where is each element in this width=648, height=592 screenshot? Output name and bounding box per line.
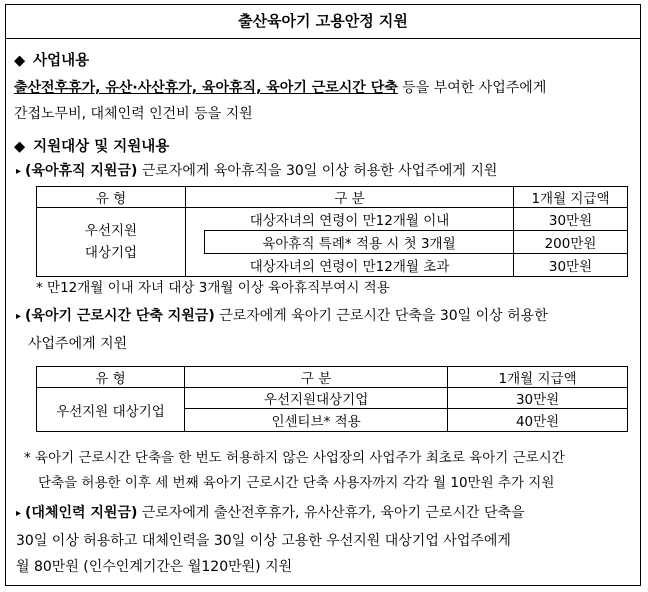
reduced-hours-line-1 <box>16 303 632 331</box>
substitute-line-1 <box>16 500 632 528</box>
sub-item-reduced-hours <box>16 303 632 357</box>
sub-text: 근로자에게 육아기 근로시간 단축을 30일 이상 허용한 <box>214 308 548 324</box>
type-cell: 우선지원 대상기업 <box>37 388 185 432</box>
section-heading: 사업내용 <box>33 53 90 69</box>
row-desc: 대상자녀의 연령이 만12개월 초과 <box>186 254 514 277</box>
description-line-1 <box>14 75 632 101</box>
table-parental-leave <box>36 186 628 277</box>
row-desc: 인센티브* 적용 <box>185 409 448 432</box>
sub-text: 근로자에게 육아휴직을 30일 이상 허용한 사업주에게 지원 <box>137 163 498 179</box>
row-amount: 200만원 <box>514 231 628 254</box>
header-amount: 1개월 지급액 <box>448 367 628 388</box>
section-heading: 지원대상 및 지원내용 <box>33 139 170 155</box>
header-category: 구 분 <box>185 367 448 388</box>
sub-label: (대체인력 지원금) <box>25 505 138 521</box>
substitute-line-2: 30일 이상 허용하고 대체인력을 30일 이상 고용한 우선지원 대상기업 사업주에게 <box>16 533 511 549</box>
type-cell <box>37 208 186 277</box>
footnote-reduced-hours <box>24 446 632 496</box>
row-desc: 우선지원대상기업 <box>185 388 448 409</box>
box-title: 출산육아기 고용안정 지원 <box>6 5 640 39</box>
reduced-hours-line-2: 사업주에게 지원 <box>28 336 128 352</box>
business-description <box>14 75 632 127</box>
sub-label: (육아기 근로시간 단축 지원금) <box>25 308 215 324</box>
section-business-content <box>14 49 89 70</box>
row-amount: 30만원 <box>514 254 628 277</box>
row-amount: 30만원 <box>448 388 628 409</box>
table-reduced-hours <box>36 366 628 432</box>
type-line-2: 대상기업 <box>84 245 138 261</box>
footnote-line-2: 단축을 허용한 이후 세 번째 육아기 근로시간 단축 사용자까지 각각 월 10만원 추가 지원 <box>38 475 555 491</box>
sub-item-substitute <box>16 500 632 580</box>
triangle-bullet-icon: ▸ <box>16 311 22 322</box>
sub-label: (육아휴직 지원금) <box>25 163 138 179</box>
row-amount: 40만원 <box>448 409 628 432</box>
header-amount: 1개월 지급액 <box>514 187 628 208</box>
indent-spacer <box>186 231 205 254</box>
bold-leave-list: 출산전후휴가, 유산·사산휴가, 육아휴직, 육아기 근로시간 단축 <box>14 80 398 96</box>
description-rest: 등을 부여한 사업주에게 <box>397 80 547 96</box>
footnote-parental-leave: * 만12개월 이내 자녀 대상 3개월 이상 육아휴직부여시 적용 <box>36 280 390 296</box>
substitute-line-3: 월 80만원 (인수인계기간은 월120만원) 지원 <box>16 559 293 575</box>
sub-item-parental-leave <box>16 158 632 186</box>
row-desc: 육아휴직 특례* 적용 시 첫 3개월 <box>205 231 514 254</box>
header-type: 유 형 <box>37 187 186 208</box>
description-line-2: 간접노무비, 대체인력 인건비 등을 지원 <box>14 106 253 122</box>
header-category: 구 분 <box>186 187 514 208</box>
footnote-line-1: * 육아기 근로시간 단축을 한 번도 허용하지 않은 사업장의 사업주가 최초로 육아기 근로시간 <box>24 450 565 466</box>
section-target-content <box>14 135 169 156</box>
header-type: 유 형 <box>37 367 185 388</box>
type-line-1: 우선지원 <box>84 223 138 239</box>
diamond-bullet-icon: ◆ <box>14 53 26 69</box>
policy-box <box>5 4 641 586</box>
diamond-bullet-icon: ◆ <box>14 139 26 155</box>
triangle-bullet-icon: ▸ <box>16 508 22 519</box>
row-amount: 30만원 <box>514 208 628 231</box>
sub-text: 근로자에게 출산전후휴가, 유사산휴가, 육아기 근로시간 단축을 <box>137 505 525 521</box>
triangle-bullet-icon: ▸ <box>16 166 22 177</box>
row-desc: 대상자녀의 연령이 만12개월 이내 <box>186 208 514 231</box>
